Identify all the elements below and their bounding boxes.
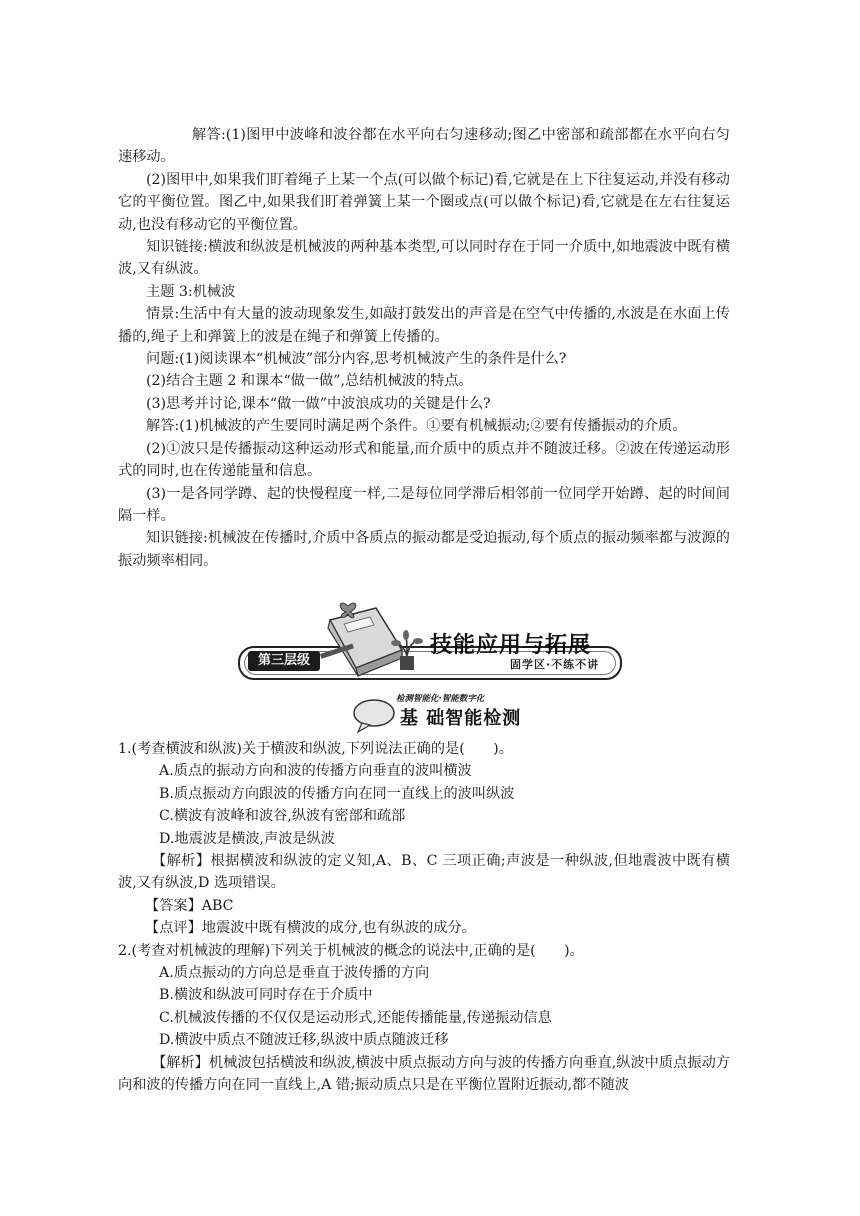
option: D.横波中质点不随波迁移,纵波中质点随波迁移 — [159, 1032, 449, 1049]
level-tag: 第三层级 — [248, 651, 320, 671]
paragraph: (3)思考并讨论,课本“做一做”中波浪成功的关键是什么? — [146, 395, 491, 412]
banner-subtitle: 固学区·不练不讲 — [510, 658, 600, 671]
paragraph: (2)图甲中,如果我们盯着绳子上某一个点(可以做个标记)看,它就是在上下往复运动,并没有移动它的平衡位置。图乙中,如果我们盯着弹簧上某一个圈或点(可以做个标记)看,它就是在左右往复运动,也没有移动它的平衡位置。 — [118, 171, 730, 233]
topic-heading: 主题 3:机械波 — [146, 283, 236, 300]
option: D.地震波是横波,声波是纵波 — [159, 830, 335, 847]
section-heading — [352, 692, 522, 736]
paragraph: 知识链接:横波和纵波是机械波的两种基本类型,可以同时存在于同一介质中,如地震波中既有横波,又有纵波。 — [118, 239, 730, 278]
question-1-stem: 1.(考查横波和纵波)关于横波和纵波,下列说法正确的是( )。 — [118, 741, 513, 757]
paragraph: 情景:生活中有大量的波动现象发生,如敲打鼓发出的声音是在空气中传播的,水波是在水面上传播的,绳子上和弹簧上的波是在绳子和弹簧上传播的。 — [118, 306, 730, 345]
option: A.质点的振动方向和波的传播方向垂直的波叫横波 — [159, 763, 472, 780]
level-banner — [238, 598, 622, 688]
book-butterfly-icon — [314, 598, 424, 680]
analysis: 【解析】机械波包括横波和纵波,横波中质点振动方向与波的传播方向垂直,纵波中质点振动方向和波的传播方向在同一直线上,A 错;振动质点只是在平衡位置附近振动,都不随波 — [118, 1054, 730, 1094]
option: C.横波有波峰和波谷,纵波有密部和疏部 — [159, 808, 406, 825]
question-2-stem: 2.(考查对机械波的理解)下列关于机械波的概念的说法中,正确的是( )。 — [118, 942, 584, 959]
option: B.横波和纵波可同时存在于介质中 — [159, 987, 373, 1004]
paragraph: 问题:(1)阅读课本“机械波”部分内容,思考机械波产生的条件是什么? — [146, 351, 567, 368]
option: B.质点振动方向跟波的传播方向在同一直线上的波叫纵波 — [159, 785, 515, 802]
analysis: 【解析】根据横波和纵波的定义知,A、B、C 三项正确;声波是一种纵波,但地震波中既有横波,又有纵波,D 选项错误。 — [118, 853, 730, 892]
paragraph: 解答:(1)图甲中波峰和波谷都在水平向右匀速移动;图乙中密部和疏部都在水平向右匀速移动。 — [118, 127, 730, 166]
exercises — [118, 738, 730, 1097]
paragraph: 知识链接:机械波在传播时,介质中各质点的振动都是受迫振动,每个质点的振动频率都与波源的振动频率相同。 — [118, 530, 730, 569]
section-tagline: 检测智能化·智能数字化 — [396, 694, 485, 704]
answer: 【答案】ABC — [145, 897, 234, 914]
section-title: 基 础智能检测 — [400, 708, 522, 729]
paragraph: 解答:(1)机械波的产生要同时满足两个条件。①要有机械振动;②要有传播振动的介质。 — [146, 418, 687, 435]
paragraph: (3)一是各同学蹲、起的快慢程度一样,二是每位同学滞后相邻前一位同学开始蹲、起的时间间隔一样。 — [118, 485, 730, 524]
banner-title: 技能应用与拓展 — [430, 633, 592, 658]
body-top — [118, 124, 730, 572]
speech-bubble-icon — [352, 698, 398, 734]
option: A.质点振动的方向总是垂直于波传播的方向 — [159, 965, 430, 982]
paragraph: (2)①波只是传播振动这种运动形式和能量,而介质中的质点并不随波迁移。②波在传递运动形式的同时,也在传递能量和信息。 — [118, 440, 730, 480]
option: C.机械波传播的不仅仅是运动形式,还能传播能量,传递振动信息 — [159, 1009, 552, 1026]
comment: 【点评】地震波中既有横波的成分,也有纵波的成分。 — [145, 920, 476, 937]
paragraph: (2)结合主题 2 和课本“做一做”,总结机械波的特点。 — [146, 373, 473, 390]
